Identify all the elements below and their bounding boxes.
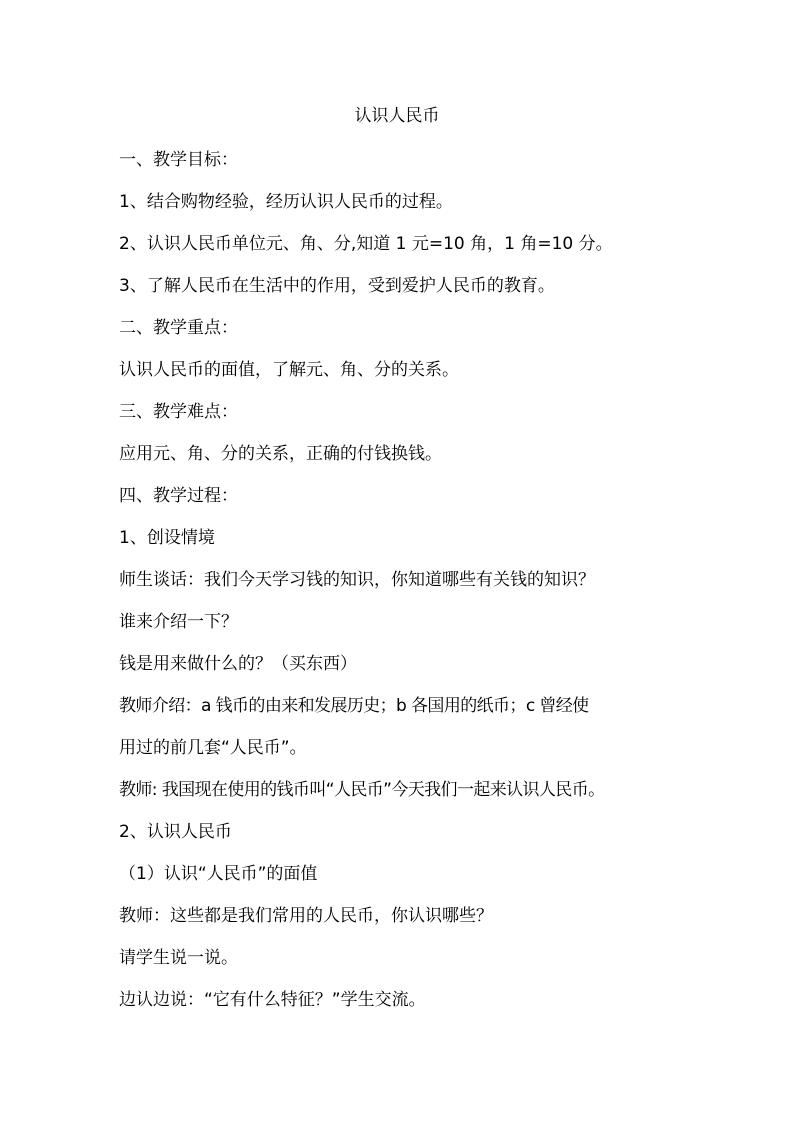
- paragraph-line: 用过的前几套“人民币”。: [119, 738, 307, 758]
- heading-teaching-process: 四、教学过程：: [119, 486, 238, 506]
- process-step-1: 1、创设情境: [119, 528, 215, 548]
- goal-item-2: 2、认识人民币单位元、角、分,知道 1 元=10 角，1 角=10 分。: [119, 234, 613, 254]
- paragraph-line: 钱是用来做什么的？（买东西）: [119, 654, 357, 674]
- document-title: 认识人民币: [354, 106, 440, 126]
- paragraph-line: 请学生说一说。: [119, 948, 238, 968]
- process-step-2: 2、认识人民币: [119, 822, 232, 842]
- goal-item-1: 1、结合购物经验，经历认识人民币的过程。: [119, 192, 453, 212]
- document-body: [119, 148, 679, 1030]
- heading-teaching-goals: 一、教学目标：: [119, 150, 238, 170]
- paragraph-line: 教师介绍：a 钱币的由来和发展历史；b 各国用的纸币；c 曾经使: [119, 696, 589, 716]
- paragraph-line: 谁来介绍一下？: [119, 612, 238, 632]
- paragraph-line: 教师: 我国现在使用的钱币叫“人民币”今天我们一起来认识人民币。: [119, 780, 605, 800]
- paragraph-line: 师生谈话：我们今天学习钱的知识，你知道哪些有关钱的知识？: [119, 570, 595, 590]
- heading-difficulties: 三、教学难点：: [119, 402, 238, 422]
- key-points-text: 认识人民币的面值，了解元、角、分的关系。: [119, 360, 459, 380]
- heading-key-points: 二、教学重点：: [119, 318, 238, 338]
- difficulties-text: 应用元、角、分的关系，正确的付钱换钱。: [119, 444, 442, 464]
- paragraph-line: 边认边说：“它有什么特征？”学生交流。: [119, 990, 426, 1010]
- sub-step-1: （1）认识“人民币”的面值: [119, 864, 318, 884]
- goal-item-3: 3、了解人民币在生活中的作用，受到爱护人民币的教育。: [119, 276, 555, 296]
- paragraph-line: 教师：这些都是我们常用的人民币，你认识哪些？: [119, 906, 493, 926]
